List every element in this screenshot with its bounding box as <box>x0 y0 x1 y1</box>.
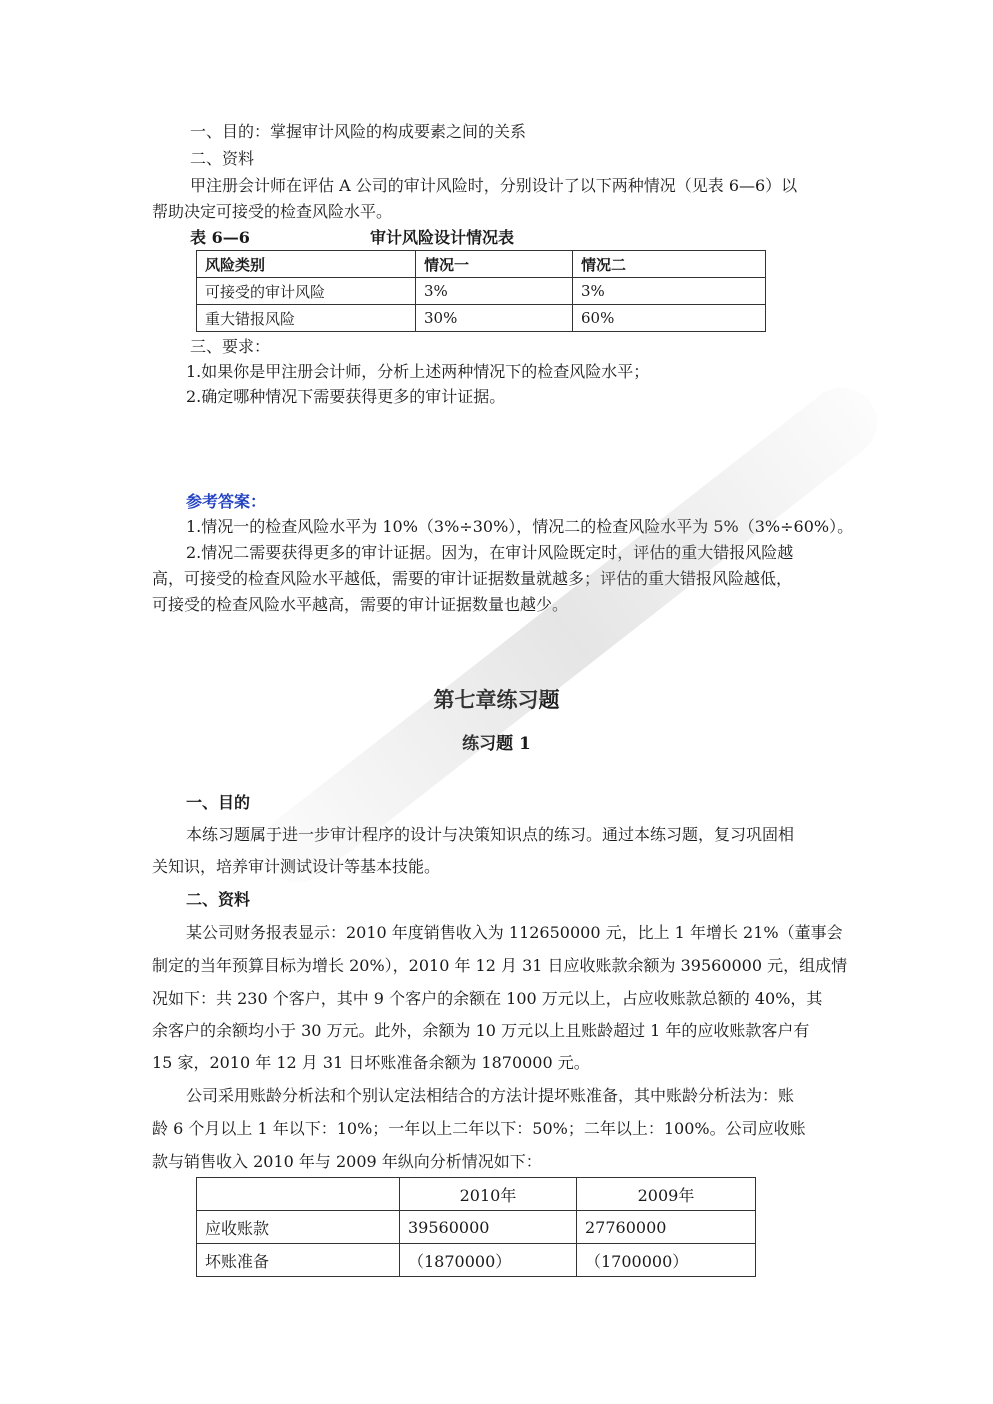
data-heading: 二、资料 <box>186 890 251 909</box>
answer-2-line-1: 2.情况二需要获得更多的审计证据。因为，在审计风险既定时，评估的重大错报风险越 <box>186 543 794 562</box>
table-cell: 27760000 <box>577 1211 756 1244</box>
watermark-stripe <box>249 373 891 896</box>
requirement-2: 2.确定哪种情况下需要获得更多的审计证据。 <box>186 387 506 406</box>
table-cell: 可接受的审计风险 <box>197 278 416 305</box>
data-line: 二、资料 <box>190 149 255 168</box>
table-row <box>197 1244 756 1277</box>
table-cell: 3% <box>416 278 573 305</box>
goal-line-1: 本练习题属于进一步审计程序的设计与决策知识点的练习。通过本练习题，复习巩固相 <box>186 825 795 844</box>
goal-heading: 一、目的 <box>186 793 251 812</box>
para1-line-4: 余客户的余额均小于 30 万元。此外，余额为 10 万元以上且账龄超过 1 年的应收账款客户有 <box>152 1021 810 1040</box>
table-row <box>197 305 766 332</box>
table-cell: （1700000） <box>577 1244 756 1277</box>
table-header-cell: 情况一 <box>416 251 573 278</box>
goal-line-2: 关知识，培养审计测试设计等基本技能。 <box>152 857 441 876</box>
para2-line-3: 款与销售收入 2010 年与 2009 年纵向分析情况如下： <box>152 1152 542 1171</box>
table-cell: （1870000） <box>400 1244 577 1277</box>
table-row <box>197 1211 756 1244</box>
para1-line-3: 况如下：共 230 个客户，其中 9 个客户的余额在 100 万元以上，占应收账款总额的 40%，其 <box>152 989 823 1008</box>
table-header-cell: 风险类别 <box>197 251 416 278</box>
receivables-table <box>196 1177 756 1277</box>
table-row <box>197 278 766 305</box>
table-cell: 重大错报风险 <box>197 305 416 332</box>
goal-line: 一、目的：掌握审计风险的构成要素之间的关系 <box>190 122 527 141</box>
table-header-row <box>197 1178 756 1211</box>
chapter-title: 第七章练习题 <box>433 687 560 712</box>
table-header-cell: 2010年 <box>400 1178 577 1211</box>
table-title: 审计风险设计情况表 <box>370 228 515 247</box>
answer-2-line-3: 可接受的检查风险水平越高，需要的审计证据数量也越少。 <box>152 595 569 614</box>
table-cell: 应收账款 <box>197 1211 400 1244</box>
requirement-1: 1.如果你是甲注册会计师，分析上述两种情况下的检查风险水平； <box>186 362 650 381</box>
table-header-cell: 情况二 <box>573 251 766 278</box>
para2-line-1: 公司采用账龄分析法和个别认定法相结合的方法计提坏账准备，其中账龄分析法为：账 <box>186 1086 795 1105</box>
table-cell: 60% <box>573 305 766 332</box>
chapter-subtitle: 练习题 1 <box>462 734 531 754</box>
para1-line-1: 某公司财务报表显示：2010 年度销售收入为 112650000 元，比上 1 年增长 21%（董事会 <box>186 923 843 942</box>
answer-2-line-2: 高，可接受的检查风险水平越低，需要的审计证据数量就越多；评估的重大错报风险越低， <box>152 569 793 588</box>
table-label: 表 6—6 <box>190 228 250 247</box>
risk-table <box>196 250 766 332</box>
answer-heading: 参考答案： <box>186 492 267 511</box>
para-line-2: 帮助决定可接受的检查风险水平。 <box>152 202 393 221</box>
table-cell: 30% <box>416 305 573 332</box>
requirements-heading: 三、要求： <box>190 337 271 356</box>
table-cell: 39560000 <box>400 1211 577 1244</box>
para1-line-2: 制定的当年预算目标为增长 20%），2010 年 12 月 31 日应收账款余额为 39560000 元，组成情 <box>152 956 848 975</box>
para1-line-5: 15 家，2010 年 12 月 31 日坏账准备余额为 1870000 元。 <box>152 1053 590 1072</box>
para-line-1: 甲注册会计师在评估 A 公司的审计风险时，分别设计了以下两种情况（见表 6—6）以 <box>190 176 798 195</box>
table-cell: 3% <box>573 278 766 305</box>
table-header-cell: 2009年 <box>577 1178 756 1211</box>
table-header-cell <box>197 1178 400 1211</box>
table-header-row <box>197 251 766 278</box>
para2-line-2: 龄 6 个月以上 1 年以下：10%；一年以上二年以下：50%；二年以上：100%。公司应收账 <box>152 1119 806 1138</box>
answer-1: 1.情况一的检查风险水平为 10%（3%÷30%），情况二的检查风险水平为 5%（3%÷60%）。 <box>186 517 854 536</box>
table-cell: 坏账准备 <box>197 1244 400 1277</box>
